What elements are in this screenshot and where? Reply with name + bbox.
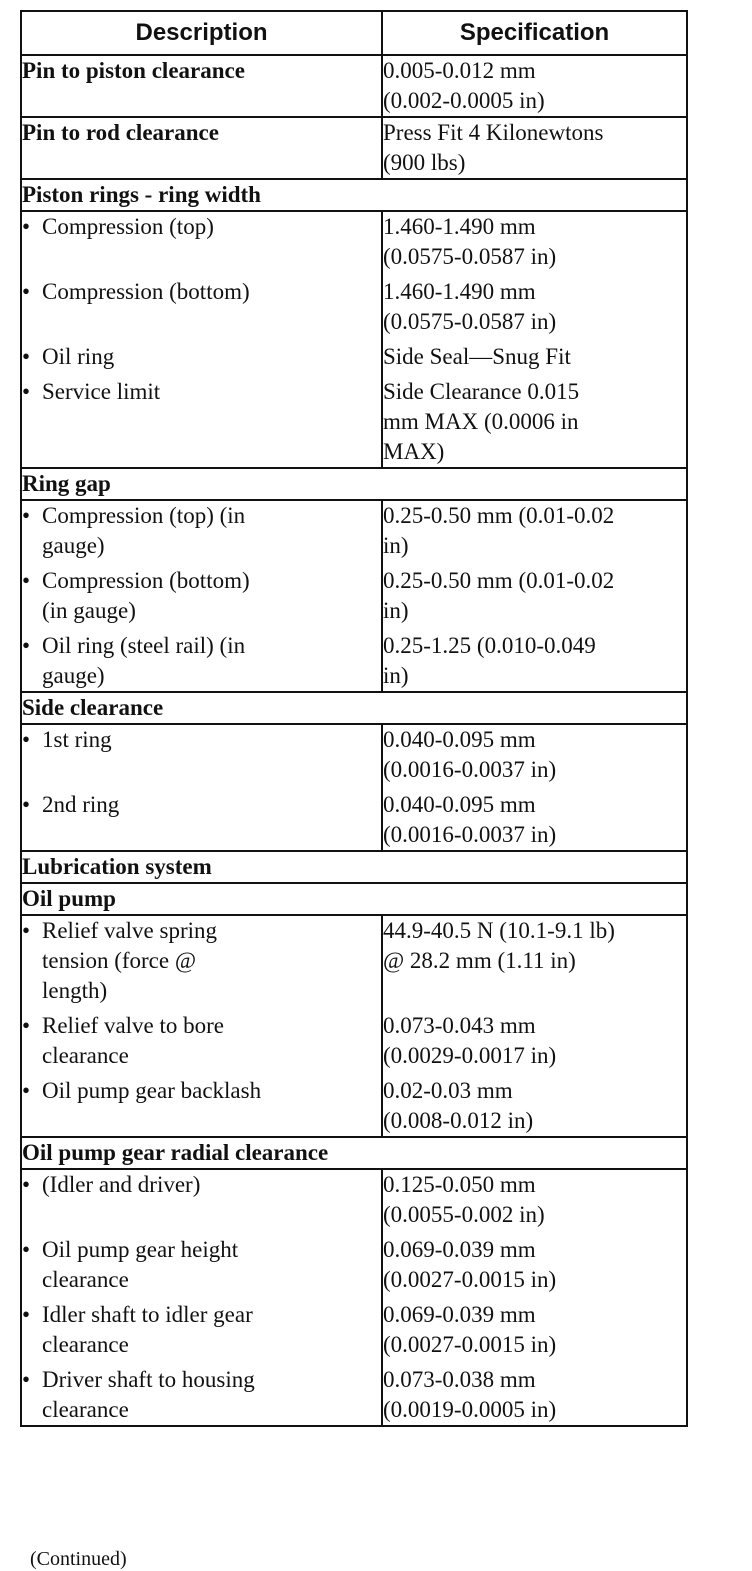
spec-cell bbox=[382, 211, 687, 468]
spec-line: 0.040-0.095 mm bbox=[383, 727, 536, 752]
spec-line: (0.0016-0.0037 in) bbox=[383, 822, 557, 847]
item-spec bbox=[383, 1170, 686, 1230]
spec-line: 0.005-0.012 mm bbox=[383, 58, 536, 83]
list-item bbox=[22, 725, 381, 785]
bullet-icon: • bbox=[22, 568, 31, 593]
spec-line: (0.0055-0.002 in) bbox=[383, 1202, 545, 1227]
item-description: clearance bbox=[42, 1043, 129, 1068]
spec-line: Side Clearance 0.015 bbox=[383, 379, 580, 404]
item-spec bbox=[383, 342, 686, 372]
bullet-icon: • bbox=[22, 1302, 31, 1327]
header-specification: Specification bbox=[382, 11, 687, 55]
section-title: Piston rings - ring width bbox=[21, 179, 687, 211]
pin-rod-label: Pin to rod clearance bbox=[21, 117, 382, 179]
bullet-icon: • bbox=[22, 1367, 31, 1392]
header-description: Description bbox=[21, 11, 382, 55]
table-row bbox=[21, 724, 687, 851]
item-spec bbox=[383, 212, 686, 272]
spec-line: (0.0027-0.0015 in) bbox=[383, 1332, 557, 1357]
section-row bbox=[21, 1137, 687, 1169]
table-row bbox=[21, 500, 687, 692]
section-row bbox=[21, 692, 687, 724]
spec-line: @ 28.2 mm (1.11 in) bbox=[383, 948, 576, 973]
spec-line: 0.25-0.50 mm (0.01-0.02 bbox=[383, 503, 615, 528]
bullet-icon: • bbox=[22, 379, 31, 404]
item-description: gauge) bbox=[42, 533, 105, 558]
item-description: Oil pump gear backlash bbox=[42, 1078, 262, 1103]
section-title: Ring gap bbox=[21, 468, 687, 500]
list-item bbox=[22, 1300, 381, 1360]
spec-cell bbox=[382, 724, 687, 851]
desc-cell bbox=[21, 915, 382, 1137]
list-item bbox=[22, 501, 381, 561]
section-row bbox=[21, 468, 687, 500]
section-title: Lubrication system bbox=[21, 851, 687, 883]
spec-line: (0.0575-0.0587 in) bbox=[383, 244, 557, 269]
desc-cell bbox=[21, 211, 382, 468]
pin-piston-spec bbox=[382, 55, 687, 117]
table-row bbox=[21, 117, 687, 179]
table-row bbox=[21, 55, 687, 117]
list-item bbox=[22, 342, 381, 372]
list-item bbox=[22, 277, 381, 337]
spec-line: (0.0027-0.0015 in) bbox=[383, 1267, 557, 1292]
spec-line: (0.0575-0.0587 in) bbox=[383, 309, 557, 334]
desc-cell bbox=[21, 500, 382, 692]
item-description: 2nd ring bbox=[42, 792, 120, 817]
bullet-icon: • bbox=[22, 1013, 31, 1038]
spec-line: MAX) bbox=[383, 439, 445, 464]
bullet-icon: • bbox=[22, 1237, 31, 1262]
continued-note: (Continued) bbox=[30, 1548, 127, 1570]
spec-cell bbox=[382, 500, 687, 692]
bullet-icon: • bbox=[22, 214, 31, 239]
list-item bbox=[22, 212, 381, 272]
bullet-icon: • bbox=[22, 344, 31, 369]
spec-line: 1.460-1.490 mm bbox=[383, 279, 536, 304]
item-description: tension (force @ bbox=[42, 948, 197, 973]
spec-cell bbox=[382, 915, 687, 1137]
item-description: Compression (bottom) bbox=[42, 279, 250, 304]
spec-line: (0.002-0.0005 in) bbox=[383, 88, 545, 113]
item-spec bbox=[383, 377, 686, 467]
item-description: Oil ring (steel rail) (in bbox=[42, 633, 246, 658]
spec-line: 0.125-0.050 mm bbox=[383, 1172, 536, 1197]
spec-line: 0.02-0.03 mm bbox=[383, 1078, 513, 1103]
section-title: Side clearance bbox=[21, 692, 687, 724]
item-description: Service limit bbox=[42, 379, 161, 404]
list-item bbox=[22, 1076, 381, 1136]
item-spec bbox=[383, 1235, 686, 1295]
item-description: Driver shaft to housing bbox=[42, 1367, 255, 1392]
spec-line: 0.25-0.50 mm (0.01-0.02 bbox=[383, 568, 615, 593]
spec-line: 0.069-0.039 mm bbox=[383, 1237, 536, 1262]
section-title: Oil pump gear radial clearance bbox=[21, 1137, 687, 1169]
list-item bbox=[22, 1365, 381, 1425]
spec-line: (0.008-0.012 in) bbox=[383, 1108, 534, 1133]
spec-line: 0.040-0.095 mm bbox=[383, 792, 536, 817]
spec-line: (0.0019-0.0005 in) bbox=[383, 1397, 557, 1422]
spec-line: 0.25-1.25 (0.010-0.049 bbox=[383, 633, 596, 658]
spec-line: (0.0016-0.0037 in) bbox=[383, 757, 557, 782]
header-row bbox=[21, 11, 687, 55]
item-description: length) bbox=[42, 978, 108, 1003]
spec-line: 0.073-0.043 mm bbox=[383, 1013, 536, 1038]
bullet-icon: • bbox=[22, 1172, 31, 1197]
item-spec bbox=[383, 566, 686, 626]
bullet-icon: • bbox=[22, 727, 31, 752]
item-description: (Idler and driver) bbox=[42, 1172, 201, 1197]
spec-line: in) bbox=[383, 663, 409, 688]
desc-cell bbox=[21, 724, 382, 851]
bullet-icon: • bbox=[22, 792, 31, 817]
item-description: Oil ring bbox=[42, 344, 115, 369]
item-description: gauge) bbox=[42, 663, 105, 688]
list-item bbox=[22, 916, 381, 1006]
spec-table bbox=[20, 10, 688, 1427]
spec-line: mm MAX (0.0006 in bbox=[383, 409, 579, 434]
spec-line: Press Fit 4 Kilonewtons bbox=[383, 120, 604, 145]
pin-piston-label: Pin to piston clearance bbox=[21, 55, 382, 117]
item-spec bbox=[383, 631, 686, 691]
item-description: 1st ring bbox=[42, 727, 112, 752]
spec-line: in) bbox=[383, 533, 409, 558]
item-description: (in gauge) bbox=[42, 598, 136, 623]
section-title: Oil pump bbox=[21, 883, 687, 915]
spec-line: Side Seal—Snug Fit bbox=[383, 344, 571, 369]
item-spec bbox=[383, 1365, 686, 1425]
section-row bbox=[21, 179, 687, 211]
item-spec bbox=[383, 501, 686, 561]
item-spec bbox=[383, 1076, 686, 1136]
list-item bbox=[22, 1170, 381, 1230]
table-row bbox=[21, 1169, 687, 1426]
list-item bbox=[22, 790, 381, 850]
item-spec bbox=[383, 1011, 686, 1071]
item-spec bbox=[383, 725, 686, 785]
spec-line: 0.073-0.038 mm bbox=[383, 1367, 536, 1392]
item-spec bbox=[383, 1300, 686, 1360]
bullet-icon: • bbox=[22, 279, 31, 304]
list-item bbox=[22, 566, 381, 626]
bullet-icon: • bbox=[22, 918, 31, 943]
bullet-icon: • bbox=[22, 503, 31, 528]
item-description: clearance bbox=[42, 1332, 129, 1357]
item-description: Compression (top) bbox=[42, 214, 214, 239]
table-row bbox=[21, 915, 687, 1137]
item-description: Relief valve spring bbox=[42, 918, 218, 943]
item-description: Oil pump gear height bbox=[42, 1237, 239, 1262]
spec-line: in) bbox=[383, 598, 409, 623]
table-row bbox=[21, 211, 687, 468]
list-item bbox=[22, 1235, 381, 1295]
bullet-icon: • bbox=[22, 1078, 31, 1103]
desc-cell bbox=[21, 1169, 382, 1426]
item-spec bbox=[383, 916, 686, 1006]
list-item bbox=[22, 1011, 381, 1071]
spec-line: 44.9-40.5 N (10.1-9.1 lb) bbox=[383, 918, 615, 943]
item-description: Compression (bottom) bbox=[42, 568, 250, 593]
spec-line: (900 lbs) bbox=[383, 150, 466, 175]
spec-line: 0.069-0.039 mm bbox=[383, 1302, 536, 1327]
section-row bbox=[21, 851, 687, 883]
item-description: clearance bbox=[42, 1267, 129, 1292]
item-spec bbox=[383, 277, 686, 337]
list-item bbox=[22, 631, 381, 691]
section-row bbox=[21, 883, 687, 915]
item-description: Relief valve to bore bbox=[42, 1013, 225, 1038]
item-description: Idler shaft to idler gear bbox=[42, 1302, 253, 1327]
item-description: Compression (top) (in bbox=[42, 503, 246, 528]
item-spec bbox=[383, 790, 686, 850]
list-item bbox=[22, 377, 381, 467]
spec-cell bbox=[382, 1169, 687, 1426]
spec-line: 1.460-1.490 mm bbox=[383, 214, 536, 239]
spec-line: (0.0029-0.0017 in) bbox=[383, 1043, 557, 1068]
item-description: clearance bbox=[42, 1397, 129, 1422]
bullet-icon: • bbox=[22, 633, 31, 658]
pin-rod-spec bbox=[382, 117, 687, 179]
